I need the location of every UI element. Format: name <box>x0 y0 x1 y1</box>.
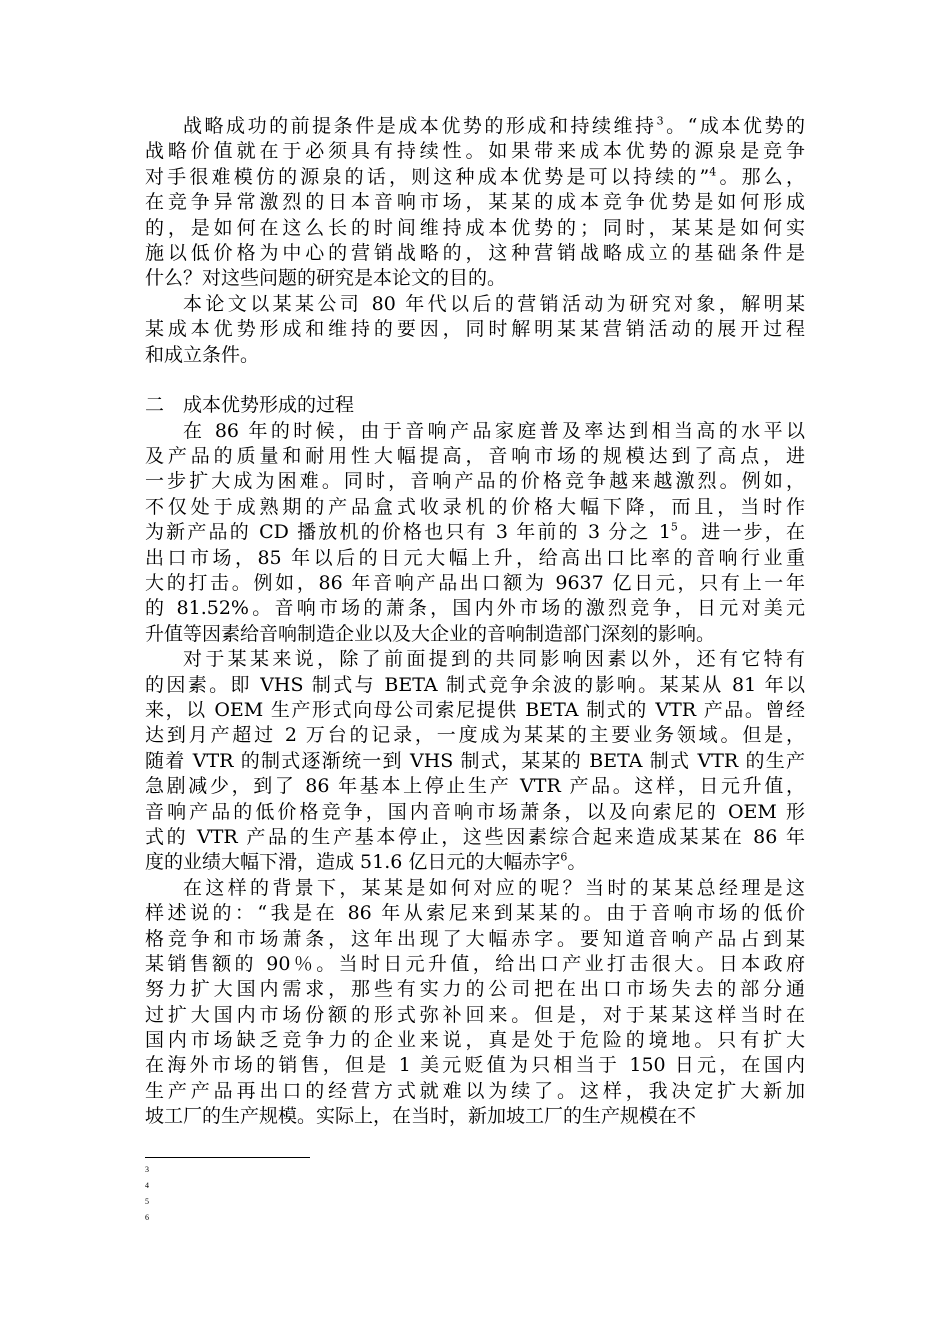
footnote-marker: 3 <box>145 1165 149 1174</box>
footnote-reference: 3 <box>656 114 664 128</box>
text-line <box>145 1104 805 1129</box>
text-line <box>145 927 805 952</box>
text-run: 为新产品的 CD 播放机的价格也只有 3 年前的 3 分之 1 <box>145 521 671 544</box>
text-line <box>145 673 805 698</box>
text-line <box>145 216 805 241</box>
text-line <box>145 266 805 291</box>
text-run: 升值等因素给音响制造企业以及大企业的音响制造部门深刻的影响。 <box>145 622 716 645</box>
paragraph <box>145 114 805 292</box>
text-run: 某成本优势形成和维持的要因，同时解明某某营销活动的展开过程 <box>145 318 805 341</box>
text-line <box>145 723 805 748</box>
text-line <box>145 876 805 901</box>
body-text <box>145 114 805 1130</box>
text-line <box>145 1003 805 1028</box>
text-line <box>145 850 805 875</box>
text-line <box>145 241 805 266</box>
text-line <box>145 190 805 215</box>
text-line <box>145 1028 805 1053</box>
text-line <box>145 393 805 418</box>
footnote-reference: 4 <box>709 165 717 179</box>
text-line <box>145 825 805 850</box>
text-run: 过扩大国内市场份额的形式弥补回来。但是，对于某某这样当时在 <box>145 1003 805 1026</box>
text-line <box>145 520 805 545</box>
footnote-marker: 6 <box>145 1213 149 1222</box>
text-line <box>145 749 805 774</box>
text-run: 度的业绩大幅下滑，造成 51.6 亿日元的大幅赤字 <box>145 851 561 874</box>
text-run: 本论文以某某公司 80 年代以后的营销活动为研究对象，解明某 <box>183 292 805 315</box>
text-line <box>145 546 805 571</box>
text-line <box>145 444 805 469</box>
footnote-marker: 5 <box>145 1197 149 1206</box>
text-run: 不仅处于成熟期的产品盒式收录机的价格大幅下降，而且，当时作 <box>145 495 805 518</box>
text-line <box>145 647 805 672</box>
text-run: 及产品的质量和耐用性大幅提高，音响市场的规模达到了高点，进 <box>145 445 805 468</box>
text-line <box>145 469 805 494</box>
text-run: 坡工厂的生产规模。实际上，在当时，新加坡工厂的生产规模在不 <box>145 1105 697 1128</box>
text-run: 大的打击。例如，86 年音响产品出口额为 9637 亿日元，只有上一年 <box>145 572 805 595</box>
text-line <box>145 977 805 1002</box>
text-run: 战略成功的前提条件是成本优势的形成和持续维持 <box>183 115 657 137</box>
text-run: 国内市场缺乏竞争力的企业来说，真是处于危险的境地。只有扩大 <box>145 1029 805 1052</box>
footnote-reference: 6 <box>560 851 568 864</box>
text-run: 战略价值就在于必须具有持续性。如果带来成本优势的源泉是竞争 <box>145 140 805 163</box>
text-run: 二 成本优势形成的过程 <box>145 394 355 417</box>
text-run: 对手很难模仿的源泉的话，则这种成本优势是可以持续的” <box>145 165 710 188</box>
section-heading <box>145 393 805 418</box>
text-run: 式的 VTR 产品的生产基本停止，这些因素综合起来造成某某在 86 年 <box>145 825 805 848</box>
text-run: 在海外市场的销售，但是 1 美元贬值为只相当于 150 日元，在国内 <box>145 1054 805 1077</box>
text-run: 。进一步，在 <box>677 521 805 544</box>
text-line <box>145 800 805 825</box>
paragraph <box>145 292 805 368</box>
text-run: 急剧减少，到了 86 年基本上停止生产 VTR 产品。这样，日元升值， <box>145 775 805 798</box>
text-line <box>145 571 805 596</box>
footnotes <box>145 1162 445 1226</box>
text-line <box>145 622 805 647</box>
footnote-marker: 4 <box>145 1181 149 1190</box>
paragraph <box>145 419 805 648</box>
text-run: 某销售额的 90％。当时日元升值，给出口产业打击很大。日本政府 <box>145 952 805 975</box>
text-run: 样述说的：“我是在 86 年从索尼来到某某的。由于音响市场的低价 <box>145 902 805 925</box>
text-line <box>145 1079 805 1104</box>
footnote-separator <box>145 1157 310 1158</box>
text-run: 在竞争异常激烈的日本音响市场，某某的成本竞争优势是如何形成 <box>145 191 805 214</box>
text-run: 达到月产超过 2 万台的记录，一度成为某某的主要业务领域。但是， <box>145 724 805 747</box>
text-line <box>145 952 805 977</box>
text-run: 的因素。即 VHS 制式与 BETA 制式竞争余波的影响。某某从 81 年以 <box>145 673 805 696</box>
text-run: 。 <box>567 851 587 874</box>
text-line <box>145 698 805 723</box>
text-line <box>145 1053 805 1078</box>
text-line <box>145 901 805 926</box>
text-line <box>145 292 805 317</box>
paragraph <box>145 647 805 876</box>
text-run: 在这样的背景下，某某是如何对应的呢？当时的某某总经理是这 <box>183 876 805 899</box>
text-line <box>145 774 805 799</box>
blank-line <box>145 368 805 393</box>
text-run: 对于某某来说，除了前面提到的共同影响因素以外，还有它特有 <box>183 648 805 671</box>
text-line <box>145 114 805 139</box>
text-line <box>145 596 805 621</box>
text-line <box>145 139 805 164</box>
text-run: 和成立条件。 <box>145 343 260 366</box>
text-run: 格竞争和市场萧条，这年出现了大幅赤字。要知道音响产品占到某 <box>145 927 805 950</box>
text-run: 努力扩大国内需求，那些有实力的公司把在出口市场失去的部分通 <box>145 978 805 1001</box>
footnote-reference: 5 <box>670 520 678 534</box>
text-line <box>145 495 805 520</box>
text-run: 什么？对这些问题的研究是本论文的目的。 <box>145 267 507 290</box>
text-line <box>145 165 805 190</box>
text-run: 出口市场，85 年以后的日元大幅上升，给高出口比率的音响行业重 <box>145 546 805 569</box>
text-run: 音响产品的低价格竞争，国内音响市场萧条，以及向索尼的 OEM 形 <box>145 800 805 823</box>
text-run: 施以低价格为中心的营销战略的，这种营销战略成立的基础条件是 <box>145 241 805 264</box>
text-run: 的，是如何在这么长的时间维持成本优势的；同时，某某是如何实 <box>145 216 805 239</box>
text-run: 随着 VTR 的制式逐渐统一到 VHS 制式，某某的 BETA 制式 VTR 的生产 <box>145 749 805 772</box>
text-run: 的 81.52%。音响市场的萧条，国内外市场的激烈竞争，日元对美元 <box>145 597 805 620</box>
text-run: 生产产品再出口的经营方式就难以为续了。这样，我决定扩大新加 <box>145 1079 805 1102</box>
text-run: 在 86 年的时候，由于音响产品家庭普及率达到相当高的水平以 <box>183 419 805 442</box>
text-line <box>145 343 805 368</box>
paragraph <box>145 876 805 1130</box>
text-line <box>145 317 805 342</box>
text-line <box>145 419 805 444</box>
text-run: 来，以 OEM 生产形式向母公司索尼提供 BETA 制式的 VTR 产品。曾经 <box>145 698 805 721</box>
text-run: 。那么， <box>716 165 805 188</box>
text-run: 。“成本优势的 <box>663 115 805 137</box>
text-run: 一步扩大成为困难。同时，音响产品的价格竞争越来越激烈。例如， <box>145 470 805 493</box>
